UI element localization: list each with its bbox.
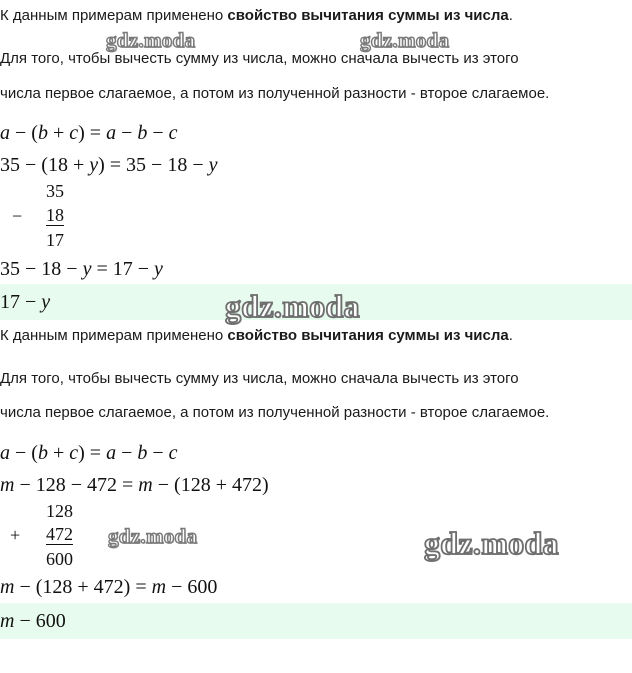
watermark: gdz.moda	[108, 524, 198, 548]
column-result-1: 17	[46, 230, 64, 250]
column-bottom-1: 18	[46, 205, 64, 225]
answer-2: m − 600	[0, 610, 66, 632]
watermark: gdz.moda	[225, 288, 360, 324]
watermark: gdz.moda	[424, 525, 559, 561]
column-sign-1: −	[12, 206, 23, 226]
column-bottom-2: 472	[46, 524, 73, 544]
step1-2: m − 128 − 472 = m − (128 + 472)	[0, 474, 269, 496]
intro-text-2: К данным примерам применено свойство вычитания суммы из числа.	[0, 327, 513, 344]
rule-line-2b: числа первое слагаемое, а потом из полученной разности - второе слагаемое.	[0, 404, 550, 421]
watermark: gdz.moda	[360, 28, 450, 52]
answer-1: 17 − y	[0, 291, 51, 313]
formula-2: a − (b + c) = a − b − c	[0, 442, 178, 464]
rule-line-1a: Для того, чтобы вычесть сумму из числа, можно сначала вычесть из этого	[0, 50, 519, 67]
intro-text-1: К данным примерам применено свойство вычитания суммы из числа.	[0, 7, 513, 24]
formula-1: a − (b + c) = a − b − c	[0, 122, 178, 144]
step1-1: 35 − (18 + y) = 35 − 18 − y	[0, 154, 218, 176]
column-sign-2: +	[10, 525, 21, 545]
column-top-1: 35	[46, 181, 64, 201]
step2-1: 35 − 18 − y = 17 − y	[0, 258, 163, 280]
watermark: gdz.moda	[106, 28, 196, 52]
rule-line-1b: числа первое слагаемое, а потом из полученной разности - второе слагаемое.	[0, 85, 550, 102]
column-top-2: 128	[46, 501, 73, 521]
answer-band-2	[0, 603, 632, 639]
column-result-2: 600	[46, 549, 73, 569]
step2-2: m − (128 + 472) = m − 600	[0, 576, 218, 598]
rule-line-2a: Для того, чтобы вычесть сумму из числа, можно сначала вычесть из этого	[0, 370, 519, 387]
property-name-2: свойство вычитания суммы из числа	[227, 327, 509, 344]
property-name-1: свойство вычитания суммы из числа	[227, 7, 509, 24]
